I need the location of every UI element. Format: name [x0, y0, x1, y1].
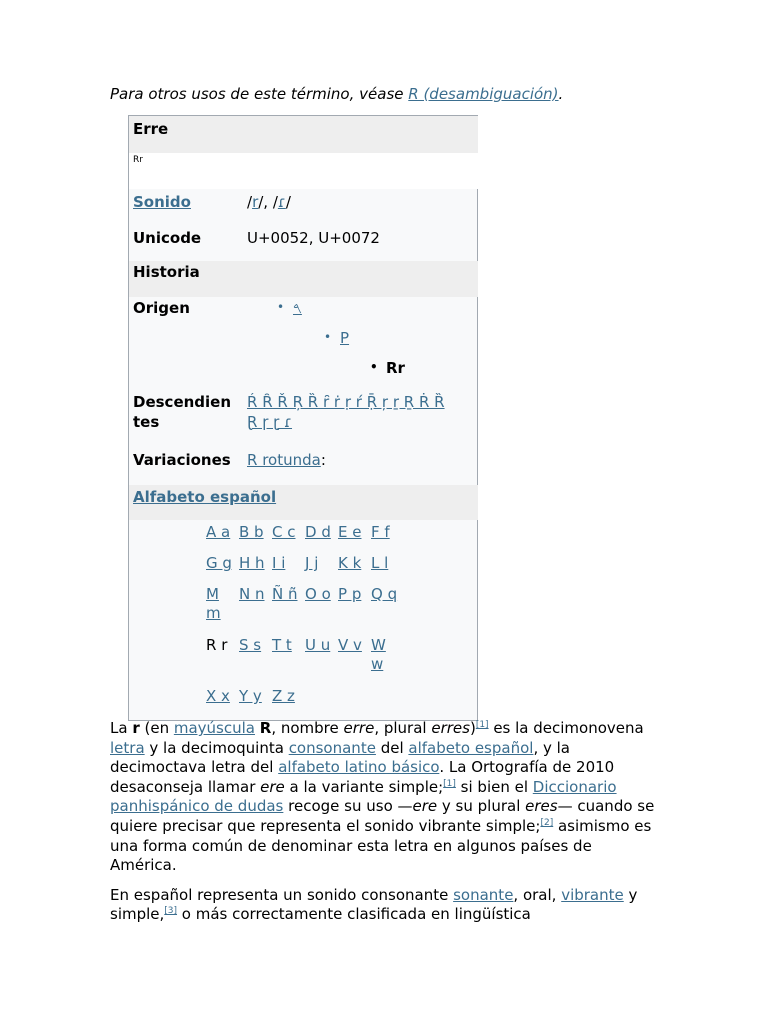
italic-text: erres: [431, 719, 470, 737]
alphabet-letter-f[interactable]: F f: [371, 523, 390, 541]
infobox: [128, 115, 478, 721]
alphabet-letter-l[interactable]: L l: [371, 554, 389, 572]
alphabet-letter-k[interactable]: K k: [338, 554, 362, 572]
alphabet-letter-g[interactable]: G g: [206, 554, 232, 572]
alfabeto-header-row: [129, 485, 478, 520]
text: si bien el: [455, 777, 533, 796]
descendientes-row: [129, 393, 478, 451]
alphabet-letter-h[interactable]: H h: [239, 554, 265, 572]
alfabeto-espanol-text-link[interactable]: alfabeto español: [408, 738, 534, 757]
unicode-label: Unicode: [133, 229, 202, 247]
bold-text: r: [132, 719, 140, 737]
text: asimismo es una forma común de denominar esta letra en algunos países de América.: [110, 816, 652, 875]
italic-text: erre: [343, 719, 375, 737]
alphabet-letter-b[interactable]: B b: [239, 523, 264, 541]
descendientes-values: [247, 393, 445, 432]
text: , y la decimoctava letra del: [110, 738, 570, 777]
article-body: [110, 719, 658, 935]
alphabet-letter-enye[interactable]: Ñ ñ: [272, 585, 298, 603]
italic-text: ere: [260, 777, 285, 796]
alfabeto-espanol-link[interactable]: Alfabeto español: [133, 488, 277, 506]
descendientes-links-1[interactable]: Ŕ Ȓ Ř Ŗ Ȑ ȓ ṙ ṛ ŕ Ṝ ŗ ṟ Ṟ Ṙ Ȑ: [247, 393, 445, 411]
alphabet-letter-i[interactable]: I i: [272, 554, 286, 572]
alphabet-letter-a[interactable]: A a: [206, 523, 231, 541]
text: — cuando se quiere precisar que representa el sonido vibrante simple;: [110, 797, 655, 835]
paragraph-2: [110, 886, 658, 925]
alphabet-letter-u[interactable]: U u: [305, 636, 331, 654]
variaciones-value: [247, 451, 326, 469]
text: y la decimoquinta: [144, 738, 289, 757]
text: (en: [139, 719, 174, 737]
alphabet-letter-e[interactable]: E e: [338, 523, 362, 541]
text: o más correctamente clasificada en lingüística: [177, 905, 531, 924]
italic-text: eres: [525, 797, 558, 816]
text: , plural: [374, 719, 432, 737]
alphabet-letter-m[interactable]: M m: [206, 585, 221, 622]
infobox-title-row: [129, 116, 478, 153]
infobox-image-row: [129, 153, 478, 189]
origen-current: • Rr: [386, 359, 405, 377]
mayuscula-link[interactable]: mayúscula: [173, 719, 255, 737]
sonido-link[interactable]: Sonido: [133, 193, 191, 211]
infobox-image-caption: Rr: [133, 155, 143, 165]
alphabet-letter-x[interactable]: X x: [206, 687, 230, 705]
alphabet-letter-y[interactable]: Y y: [239, 687, 262, 705]
dpd-link[interactable]: Diccionario panhispánico de dudas: [110, 777, 617, 816]
alphabet-letter-s[interactable]: S s: [239, 636, 262, 654]
origen-label: Origen: [133, 299, 190, 317]
text: recoge su uso —: [283, 797, 413, 816]
letra-link[interactable]: letra: [110, 738, 145, 757]
infobox-title: Erre: [133, 120, 169, 138]
text: y simple,: [110, 885, 638, 924]
disambiguation-link[interactable]: R (desambiguación): [408, 85, 559, 103]
sonante-link[interactable]: sonante: [453, 885, 514, 904]
text: En español representa un sonido consonante: [110, 885, 454, 904]
descendientes-links-2[interactable]: Ɽ ɼ ɽ ɾ: [247, 412, 293, 431]
text: y su plural: [437, 797, 526, 816]
alphabet-letter-t[interactable]: T t: [272, 636, 292, 654]
text: , oral,: [513, 885, 562, 904]
origen-greek-link[interactable]: • Ρ: [340, 329, 349, 347]
r-rotunda-link[interactable]: R rotunda: [247, 451, 321, 469]
variaciones-row: [129, 451, 478, 485]
origen-phoenician-link[interactable]: • 𐤓: [293, 299, 302, 317]
descendientes-label-2: tes: [133, 412, 160, 431]
alphabet-letter-w[interactable]: W w: [371, 636, 386, 673]
hatnote: [110, 85, 670, 103]
historia-label: Historia: [133, 263, 200, 281]
historia-row: [129, 261, 478, 297]
variaciones-sep: :: [320, 451, 326, 469]
alphabet-letter-c[interactable]: C c: [272, 523, 296, 541]
alphabet-letter-j[interactable]: J j: [305, 554, 319, 572]
vibrante-link[interactable]: vibrante: [561, 885, 624, 904]
unicode-row: [129, 225, 478, 261]
phoneme-tap-link[interactable]: ɾ: [277, 193, 286, 211]
text: . La Ortografía de 2010 desaconseja llamar: [110, 758, 615, 796]
alphabet-letter-d[interactable]: D d: [305, 523, 331, 541]
alphabet-letter-r-current: R r: [206, 636, 228, 654]
alphabet-letter-o[interactable]: O o: [305, 585, 331, 603]
alphabet-letter-p[interactable]: P p: [338, 585, 362, 603]
text: a la variante simple;: [284, 777, 444, 796]
alphabet-letter-z[interactable]: Z z: [272, 687, 295, 705]
unicode-value: U+0052, U+0072: [247, 229, 380, 247]
origen-row: [129, 297, 478, 393]
alphabet-letter-q[interactable]: Q q: [371, 585, 398, 603]
variaciones-label: Variaciones: [133, 451, 231, 469]
text: del: [375, 738, 409, 757]
hatnote-prefix: Para otros usos de este término, véase: [110, 85, 409, 103]
text: es la decimonovena: [488, 719, 644, 737]
alphabet-letter-n[interactable]: N n: [239, 585, 265, 603]
text: , nombre: [271, 719, 344, 737]
reference-link[interactable]: [2]: [540, 817, 554, 828]
reference-link[interactable]: [1]: [475, 720, 489, 730]
sonido-value: /r/, /ɾ/: [247, 193, 291, 211]
reference-link[interactable]: [3]: [164, 906, 178, 917]
sonido-row: [129, 189, 478, 225]
bold-text: R: [259, 719, 272, 737]
text: ): [469, 719, 476, 737]
descendientes-label-1: Descendien: [133, 393, 232, 411]
alphabet-letter-v[interactable]: V v: [338, 636, 362, 654]
text: La: [110, 719, 133, 737]
italic-text: ere: [412, 797, 438, 816]
alfabeto-latino-link[interactable]: alfabeto latino básico: [278, 758, 440, 777]
reference-link[interactable]: [1]: [443, 778, 456, 789]
hatnote-suffix: .: [558, 85, 564, 103]
descendientes-label: [133, 393, 231, 432]
consonante-link[interactable]: consonante: [288, 738, 376, 757]
paragraph-1: [110, 719, 658, 876]
phoneme-r-link[interactable]: r: [252, 193, 259, 211]
alphabet-grid: [129, 520, 478, 720]
